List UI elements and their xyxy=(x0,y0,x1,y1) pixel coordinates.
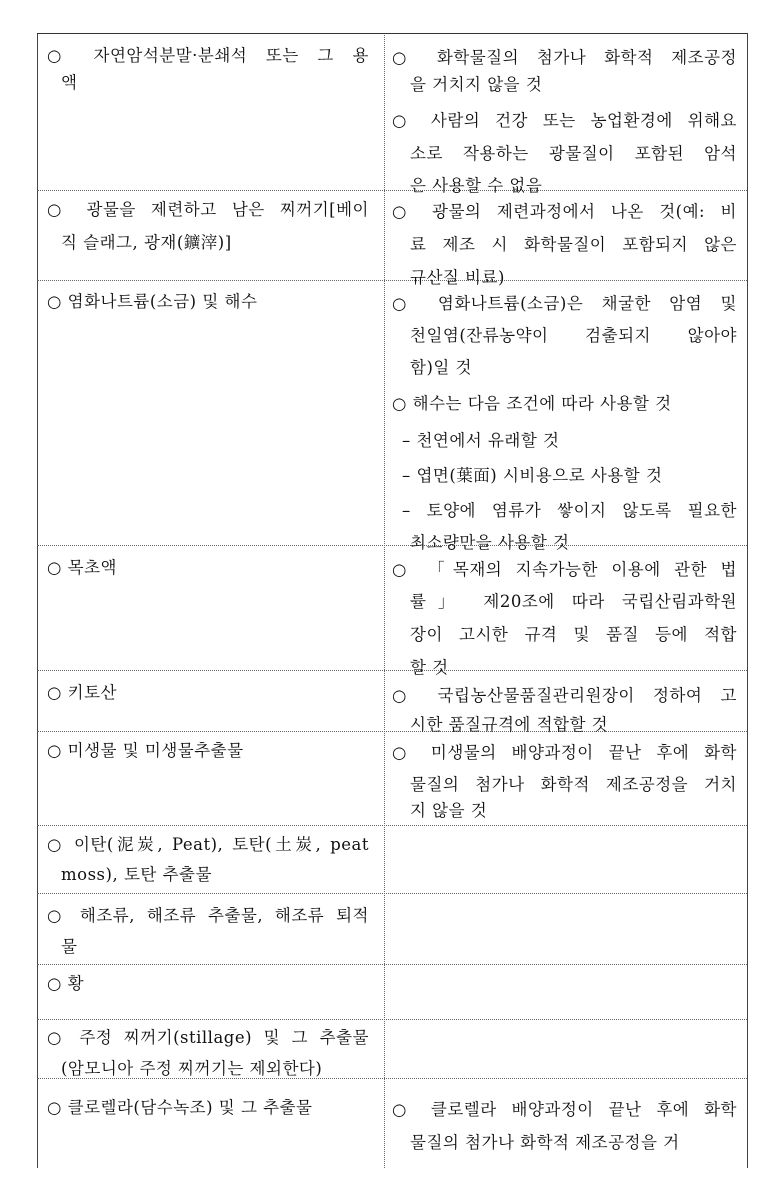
usage-condition-line: 시한 품질규격에 적합할 것 xyxy=(410,715,609,734)
usage-condition-line: 물질의 첨가나 화학적 제조공정을 거치 xyxy=(410,775,737,794)
item-name-line: ○ 클로렐라(담수녹조) 및 그 추출물 xyxy=(47,1098,313,1117)
usage-condition-line: 을 거치지 않을 것 xyxy=(410,75,543,94)
table-row-divider xyxy=(37,1019,747,1020)
item-name-line: 물 xyxy=(61,937,78,956)
item-name-line: ○ 염화나트륨(소금) 및 해수 xyxy=(47,292,258,311)
table-row-divider xyxy=(37,190,747,191)
table-column-divider xyxy=(384,33,385,1168)
usage-condition-line: ○ 국립농산물품질관리원장이 정하여 고 xyxy=(392,686,737,705)
usage-condition-line: 할 것 xyxy=(410,658,449,677)
usage-condition-line: 률」 제20조에 따라 국립산림과학원 xyxy=(410,592,737,611)
usage-condition-line: 장이 고시한 규격 및 품질 등에 적합 xyxy=(410,625,737,644)
item-name-line: ○ 목초액 xyxy=(47,558,117,577)
item-name-line: ○ 광물을 제련하고 남은 찌꺼기[베이 xyxy=(47,200,369,219)
item-name-line: ○ 황 xyxy=(47,974,85,993)
usage-condition-line: ○ 광물의 제련과정에서 나온 것(예: 비 xyxy=(392,202,737,221)
usage-condition-line: – 천연에서 유래할 것 xyxy=(402,431,560,450)
item-name-line: moss), 토탄 추출물 xyxy=(61,865,212,884)
usage-condition-line: ○ 클로렐라 배양과정이 끝난 후에 화학 xyxy=(392,1100,737,1119)
usage-condition-line: 천일염(잔류농약이 검출되지 않아야 xyxy=(410,326,737,345)
item-name-line: 직 슬래그, 광재(鑛滓)] xyxy=(61,233,232,252)
table-left-border xyxy=(37,33,38,1168)
item-name-line: 액 xyxy=(61,73,78,92)
usage-condition-line: 은 사용할 수 없음 xyxy=(410,176,543,195)
table-row-divider xyxy=(37,731,747,732)
usage-condition-line: – 엽면(葉面) 시비용으로 사용할 것 xyxy=(402,466,663,485)
usage-condition-line: ○ 미생물의 배양과정이 끝난 후에 화학 xyxy=(392,743,737,762)
table-row-divider xyxy=(37,825,747,826)
usage-condition-line: ○ 사람의 건강 또는 농업환경에 위해요 xyxy=(392,111,737,130)
usage-condition-line: ○ 화학물질의 첨가나 화학적 제조공정 xyxy=(392,48,737,67)
table-row-divider xyxy=(37,893,747,894)
table-row-divider xyxy=(37,280,747,281)
item-name-line: ○ 이탄(泥炭, Peat), 토탄(土炭, peat xyxy=(47,835,369,854)
usage-condition-line: 료 제조 시 화학물질이 포함되지 않은 xyxy=(410,235,737,254)
usage-condition-line: ○ 「목재의 지속가능한 이용에 관한 법 xyxy=(392,560,737,579)
usage-condition-line: – 토양에 염류가 쌓이지 않도록 필요한 xyxy=(402,501,737,520)
item-name-line: ○ 주정 찌꺼기(stillage) 및 그 추출물 xyxy=(47,1028,369,1047)
table-row-divider xyxy=(37,545,747,546)
table-row-divider xyxy=(37,964,747,965)
usage-condition-line: 지 않을 것 xyxy=(410,801,488,820)
usage-condition-line: 물질의 첨가나 화학적 제조공정을 거 xyxy=(410,1133,680,1152)
usage-condition-line: 규산질 비료) xyxy=(410,268,505,287)
item-name-line: ○ 해조류, 해조류 추출물, 해조류 퇴적 xyxy=(47,906,369,925)
usage-condition-line: 소로 작용하는 광물질이 포함된 암석 xyxy=(410,144,737,163)
item-name-line: ○ 키토산 xyxy=(47,683,117,702)
usage-condition-line: ○ 해수는 다음 조건에 따라 사용할 것 xyxy=(392,394,672,413)
item-name-line: ○ 자연암석분말·분쇄석 또는 그 용 xyxy=(47,46,369,65)
table-right-border xyxy=(747,33,748,1168)
usage-condition-line: 함)일 것 xyxy=(410,358,472,377)
item-name-line: (암모니아 주정 찌꺼기는 제외한다) xyxy=(61,1059,323,1078)
item-name-line: ○ 미생물 및 미생물추출물 xyxy=(47,741,244,760)
usage-condition-line: ○ 염화나트륨(소금)은 채굴한 암염 및 xyxy=(392,294,737,313)
usage-condition-line: 최소량만을 사용할 것 xyxy=(410,533,570,552)
table-row-divider xyxy=(37,670,747,671)
table-row-divider xyxy=(37,33,747,34)
